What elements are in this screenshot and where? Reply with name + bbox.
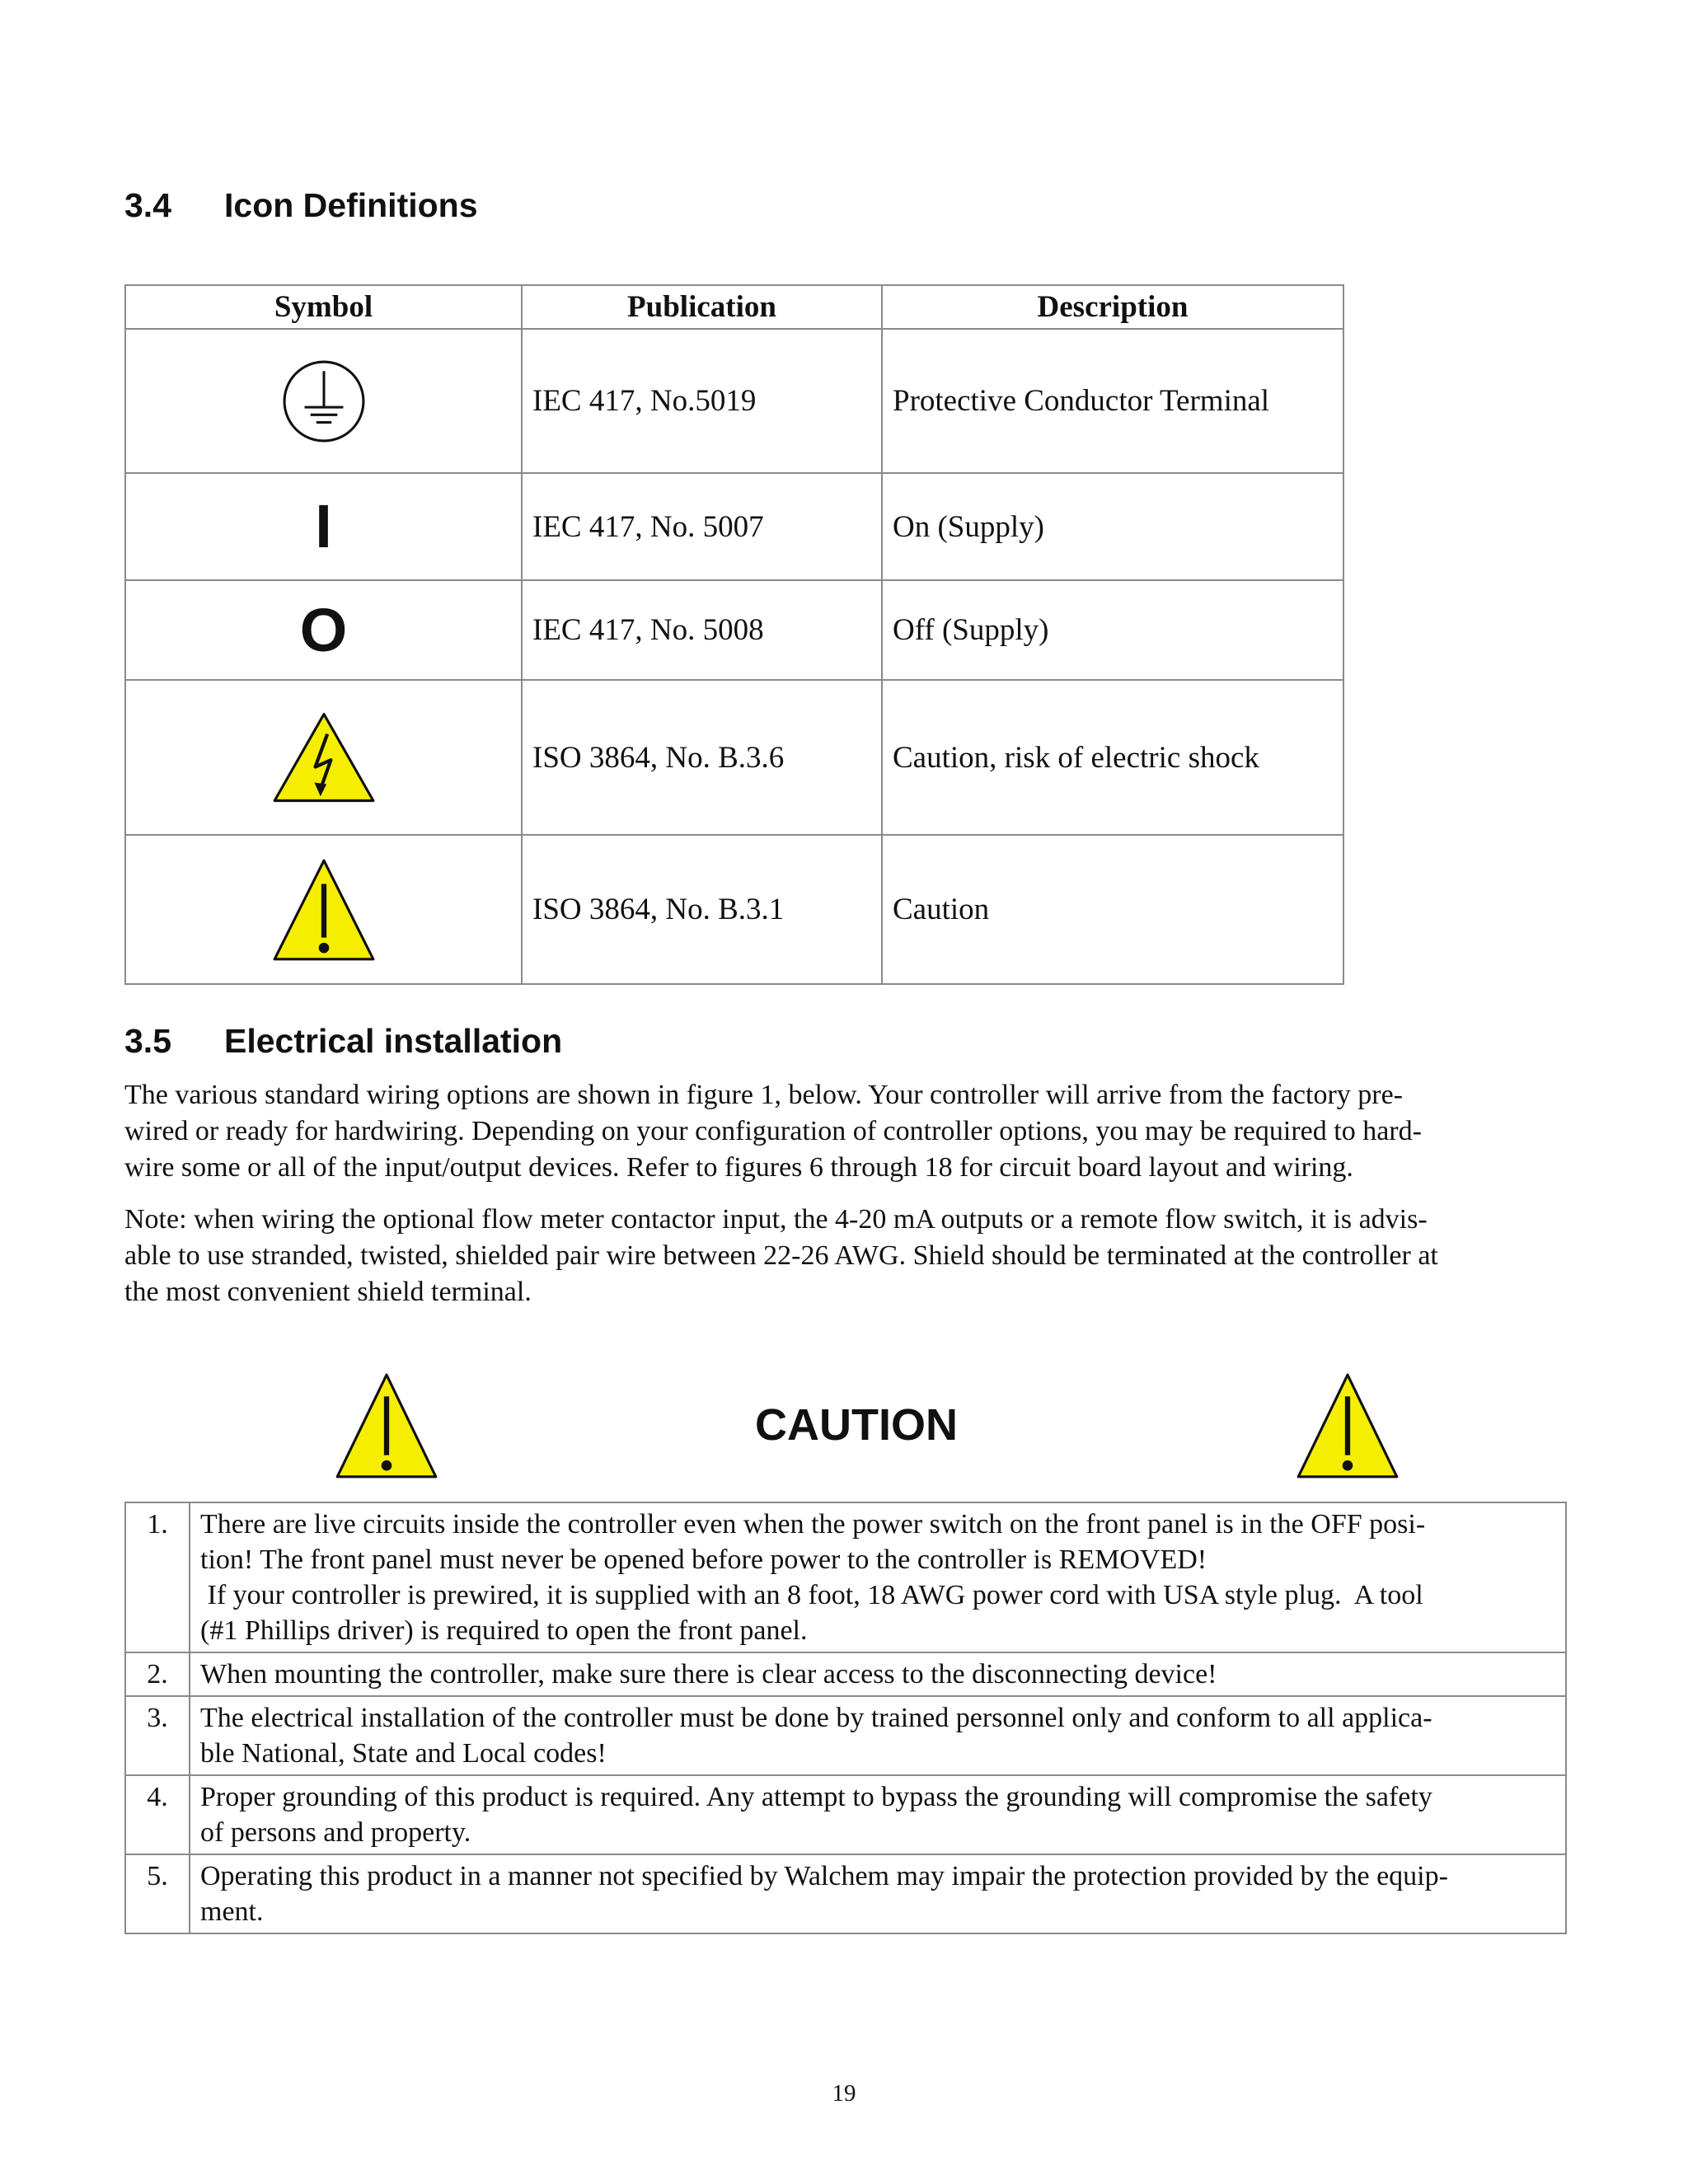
table-row (125, 835, 1343, 984)
item-line: of persons and property. (200, 1817, 471, 1848)
item-line: (#1 Phillips driver) is required to open the front panel. (200, 1615, 808, 1646)
caution-warning-icon (272, 858, 376, 962)
description-cell: On (Supply) (882, 473, 1343, 580)
symbol-cell (125, 580, 522, 680)
section-title: Electrical installation (224, 1022, 563, 1060)
paragraph-line: wired or ready for hardwiring. Depending on your configuration of controller options, you may be required to hard- (124, 1116, 1422, 1146)
publication-cell: IEC 417, No. 5007 (522, 473, 882, 580)
publication-cell: IEC 417, No.5019 (522, 329, 882, 473)
item-line: Proper grounding of this product is required. Any attempt to bypass the grounding will compromise the safety (200, 1782, 1432, 1812)
symbol-cell (125, 680, 522, 835)
item-line: ment. (200, 1896, 264, 1927)
column-header-description: Description (882, 285, 1343, 329)
item-line: When mounting the controller, make sure there is clear access to the disconnecting device! (200, 1659, 1217, 1690)
paragraph-wiring-options (124, 1077, 1550, 1186)
paragraph-line: wire some or all of the input/output devices. Refer to figures 6 through 18 for circuit board layout and wiring. (124, 1152, 1353, 1183)
item-number: 1. (125, 1502, 190, 1652)
description-cell: Caution (882, 835, 1343, 984)
publication-cell: ISO 3864, No. B.3.6 (522, 680, 882, 835)
icon-definitions-table (124, 284, 1344, 985)
item-line: If your controller is prewired, it is supplied with an 8 foot, 18 AWG power cord with USA style plug. A tool (200, 1580, 1423, 1610)
power-off-icon: O (299, 595, 348, 664)
power-on-icon: I (315, 492, 332, 560)
caution-items-table (124, 1502, 1567, 1934)
description-cell: Caution, risk of electric shock (882, 680, 1343, 835)
table-row (125, 1775, 1566, 1854)
table-row (125, 1502, 1566, 1652)
item-number: 4. (125, 1775, 190, 1854)
table-row (125, 1652, 1566, 1696)
column-header-symbol: Symbol (125, 285, 522, 329)
caution-warning-icon (1296, 1372, 1400, 1479)
page-number: 19 (832, 2080, 856, 2107)
table-row (125, 680, 1343, 835)
paragraph-line: The various standard wiring options are shown in figure 1, below. Your controller will arrive from the factory pre- (124, 1080, 1404, 1110)
symbol-cell (125, 329, 522, 473)
section-heading-3-5 (124, 1022, 562, 1061)
item-line: Operating this product in a manner not specified by Walchem may impair the protection provided by the equip- (200, 1861, 1448, 1891)
table-row (125, 580, 1343, 680)
item-text (190, 1854, 1566, 1933)
item-line: tion! The front panel must never be opened before power to the controller is REMOVED! (200, 1544, 1207, 1575)
section-number: 3.4 (124, 186, 171, 224)
symbol-cell (125, 835, 522, 984)
item-line: There are live circuits inside the controller even when the power switch on the front panel is in the OFF posi- (200, 1509, 1426, 1540)
paragraph-wiring-note (124, 1202, 1550, 1310)
item-line: ble National, State and Local codes! (200, 1738, 607, 1769)
paragraph-line: able to use stranded, twisted, shielded pair wire between 22-26 AWG. Shield should be terminated at the controller at (124, 1240, 1438, 1271)
caution-title: CAUTION (755, 1400, 958, 1450)
paragraph-line: the most convenient shield terminal. (124, 1277, 532, 1307)
section-title: Icon Definitions (224, 186, 478, 224)
column-header-publication: Publication (522, 285, 882, 329)
table-row (125, 473, 1343, 580)
publication-cell: ISO 3864, No. B.3.1 (522, 835, 882, 984)
description-cell: Off (Supply) (882, 580, 1343, 680)
item-number: 2. (125, 1652, 190, 1696)
item-text (190, 1652, 1566, 1696)
item-text (190, 1696, 1566, 1775)
item-text (190, 1775, 1566, 1854)
item-number: 5. (125, 1854, 190, 1933)
symbol-cell (125, 473, 522, 580)
protective-earth-icon (282, 359, 366, 443)
item-text (190, 1502, 1566, 1652)
table-row (125, 1854, 1566, 1933)
table-row (125, 1696, 1566, 1775)
publication-cell: IEC 417, No. 5008 (522, 580, 882, 680)
paragraph-line: Note: when wiring the optional flow meter contactor input, the 4-20 mA outputs or a remote flow switch, it is advis- (124, 1204, 1428, 1235)
section-heading-3-4 (124, 186, 478, 225)
item-line: The electrical installation of the controller must be done by trained personnel only and conform to all applica- (200, 1703, 1432, 1733)
item-number: 3. (125, 1696, 190, 1775)
section-number: 3.5 (124, 1022, 171, 1060)
electric-shock-warning-icon (272, 711, 376, 804)
table-header-row (125, 285, 1343, 329)
table-row (125, 329, 1343, 473)
description-cell: Protective Conductor Terminal (882, 329, 1343, 473)
